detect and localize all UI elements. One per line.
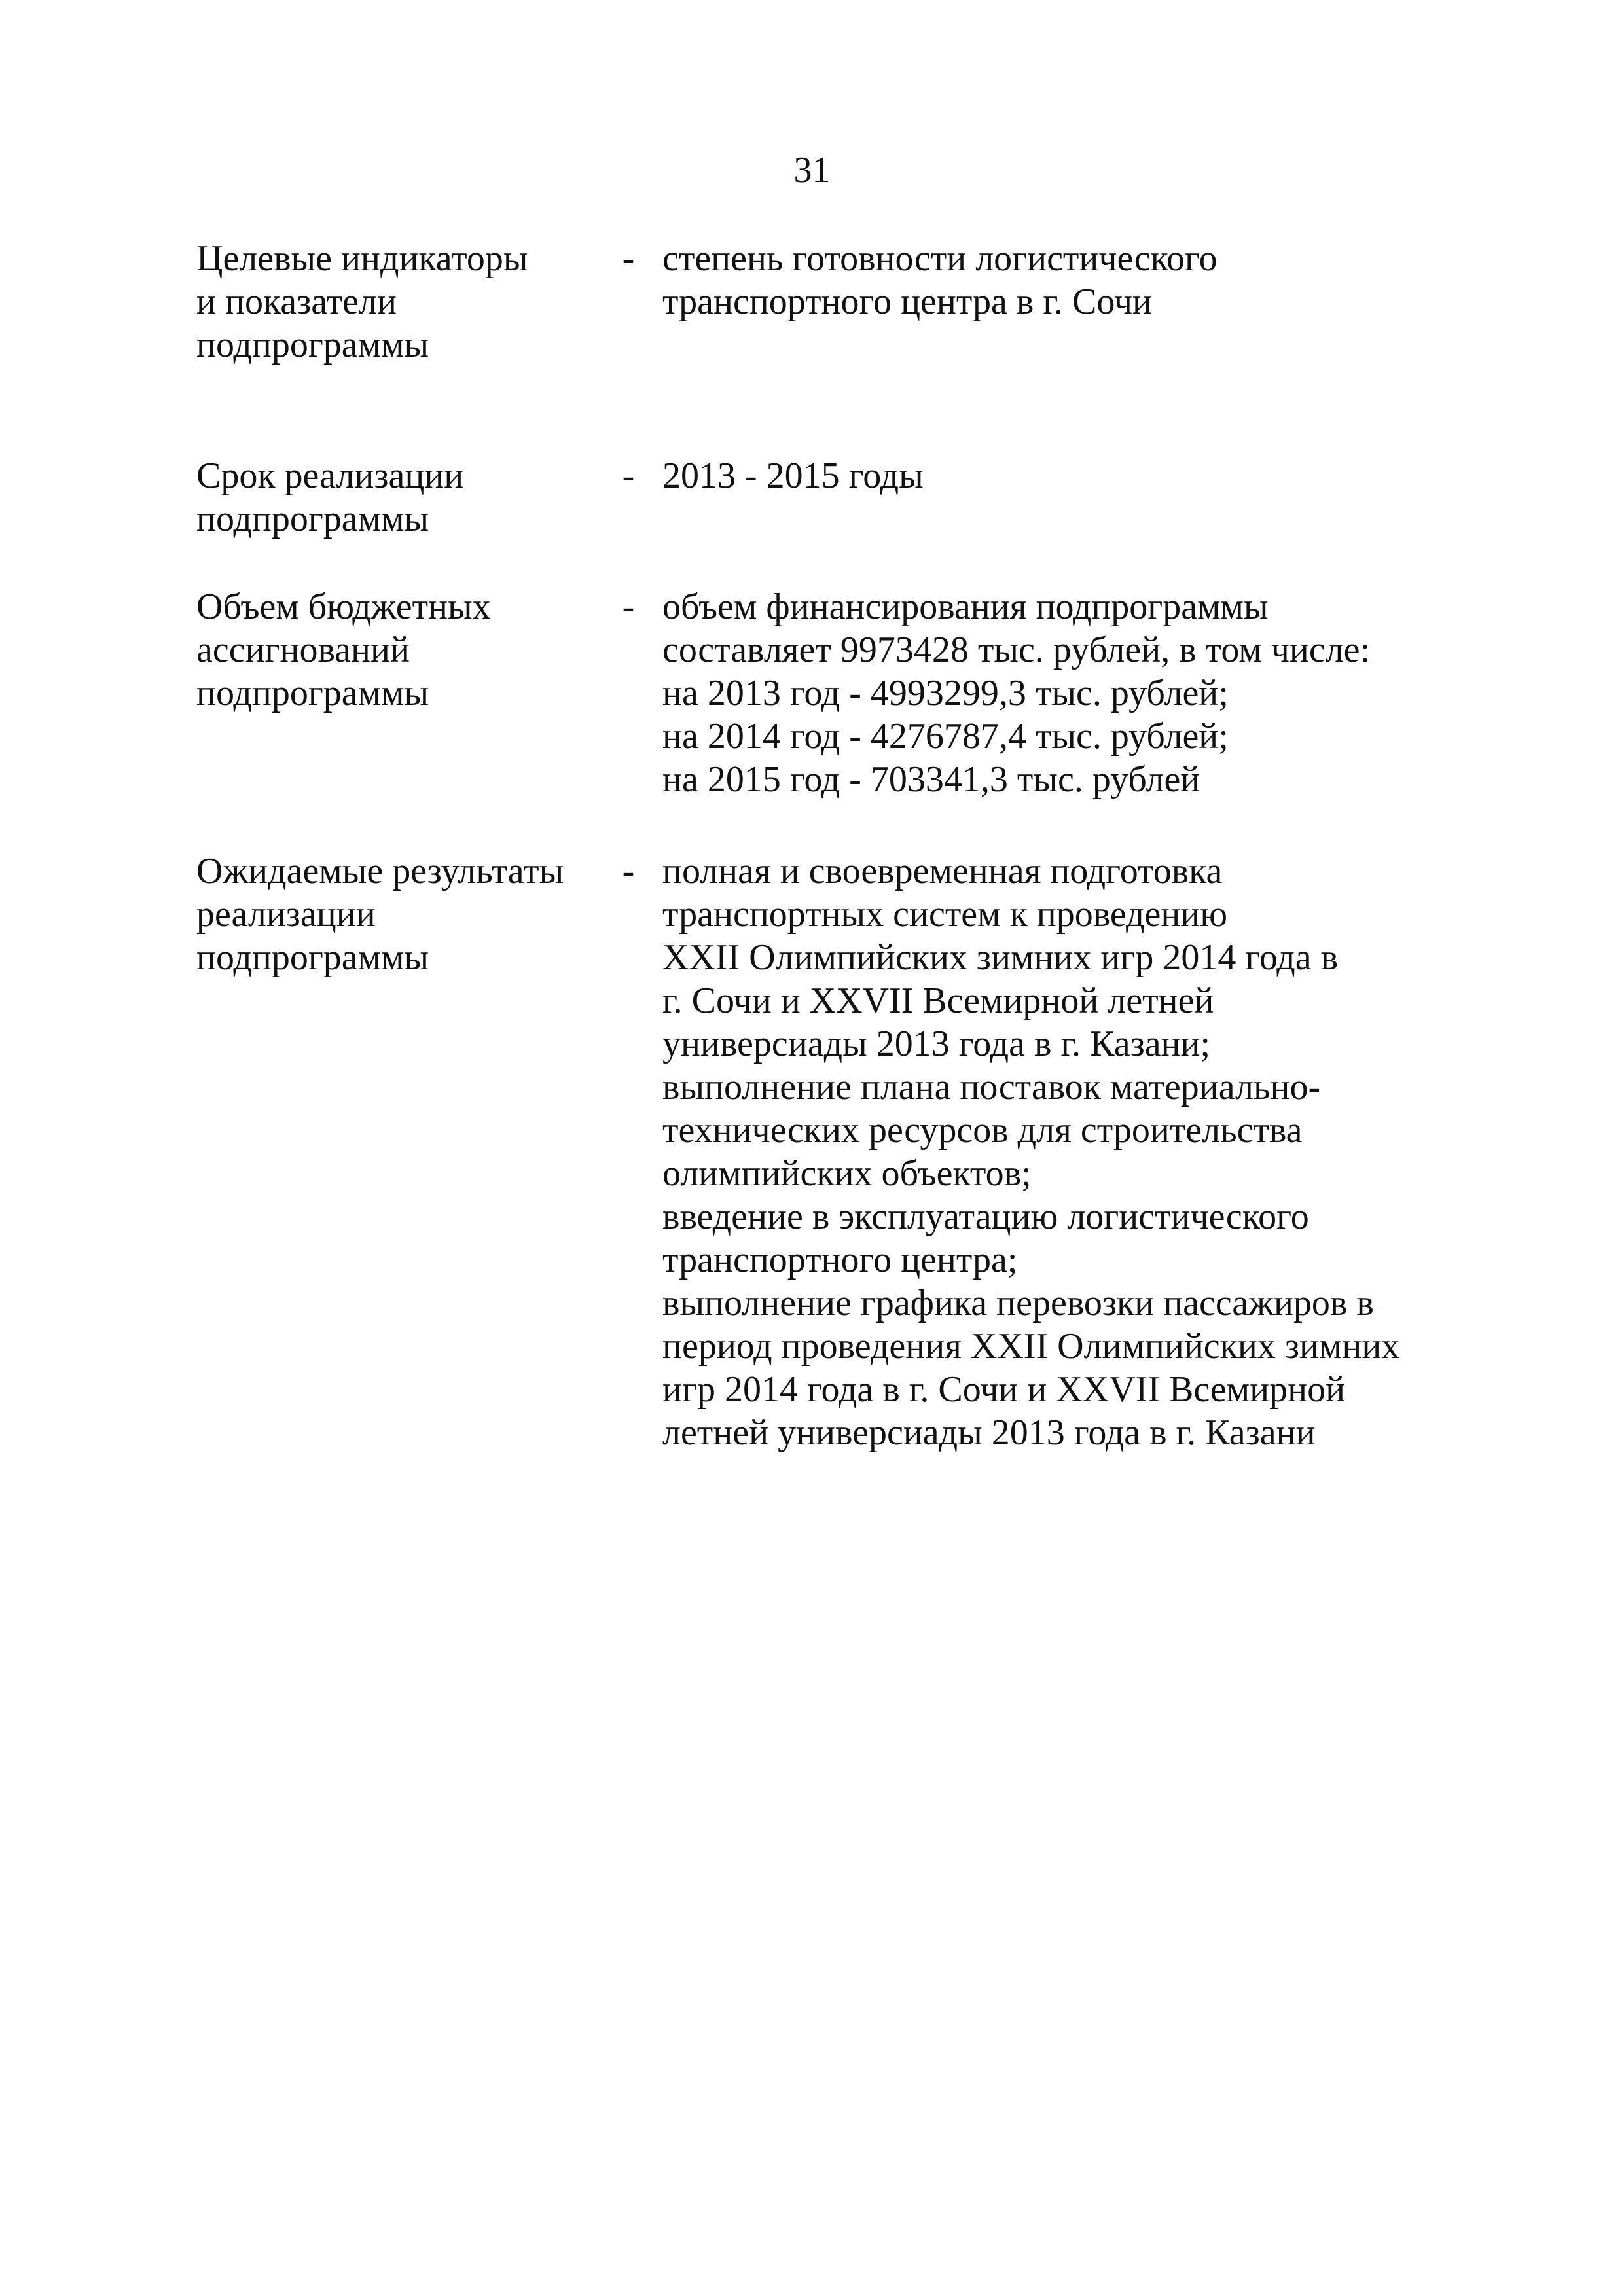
label-line: подпрограммы	[196, 325, 429, 365]
label-line: Ожидаемые результаты	[196, 851, 564, 891]
row-label	[196, 850, 615, 979]
label-line: реализации	[196, 894, 376, 935]
value-line: период проведения XXII Олимпийских зимних	[662, 1326, 1400, 1367]
label-line: подпрограммы	[196, 937, 429, 978]
value-line: полная и своевременная подготовка	[662, 851, 1223, 891]
value-line: транспортного центра в г. Сочи	[662, 281, 1153, 322]
row-value	[662, 850, 1440, 1454]
page-number: 31	[793, 150, 831, 190]
value-line: на 2015 год - 703341,3 тыс. рублей	[662, 759, 1200, 800]
row-dash: -	[622, 851, 635, 891]
label-line: Срок реализации	[196, 456, 464, 496]
value-line: технических ресурсов для строительства	[662, 1110, 1303, 1151]
value-line: игр 2014 года в г. Сочи и XXVII Всемирной	[662, 1369, 1346, 1410]
value-line: XXII Олимпийских зимних игр 2014 года в	[662, 937, 1339, 978]
value-line: на 2013 год - 4993299,3 тыс. рублей;	[662, 673, 1229, 713]
label-line: ассигнований	[196, 630, 410, 670]
row-dash: -	[622, 456, 635, 496]
value-line: выполнение графика перевозки пассажиров в	[662, 1283, 1374, 1323]
row-label	[196, 237, 615, 367]
row-value	[662, 237, 1440, 323]
row-dash: -	[622, 238, 635, 279]
value-line: объем финансирования подпрограммы	[662, 586, 1269, 627]
label-line: Объем бюджетных	[196, 586, 491, 627]
label-line: Целевые индикаторы	[196, 238, 528, 279]
row-value	[662, 454, 1440, 497]
row-label	[196, 585, 615, 715]
value-line: составляет 9973428 тыс. рублей, в том числе:	[662, 630, 1371, 670]
value-line: степень готовности логистического	[662, 238, 1218, 279]
value-line: транспортных систем к проведению	[662, 894, 1228, 935]
value-line: введение в эксплуатацию логистического	[662, 1196, 1309, 1237]
label-line: подпрограммы	[196, 499, 429, 539]
label-line: подпрограммы	[196, 673, 429, 713]
value-line: выполнение плана поставок материально-	[662, 1067, 1321, 1107]
row-label	[196, 454, 615, 541]
label-line: и показатели	[196, 281, 397, 322]
value-line: г. Сочи и XXVII Всемирной летней	[662, 980, 1214, 1021]
value-line: 2013 - 2015 годы	[662, 456, 924, 496]
value-line: олимпийских объектов;	[662, 1153, 1032, 1194]
value-line: универсиады 2013 года в г. Казани;	[662, 1024, 1211, 1064]
row-dash: -	[622, 586, 635, 627]
row-value	[662, 585, 1440, 801]
value-line: транспортного центра;	[662, 1240, 1018, 1280]
value-line: летней универсиады 2013 года в г. Казани	[662, 1412, 1316, 1453]
value-line: на 2014 год - 4276787,4 тыс. рублей;	[662, 716, 1229, 757]
